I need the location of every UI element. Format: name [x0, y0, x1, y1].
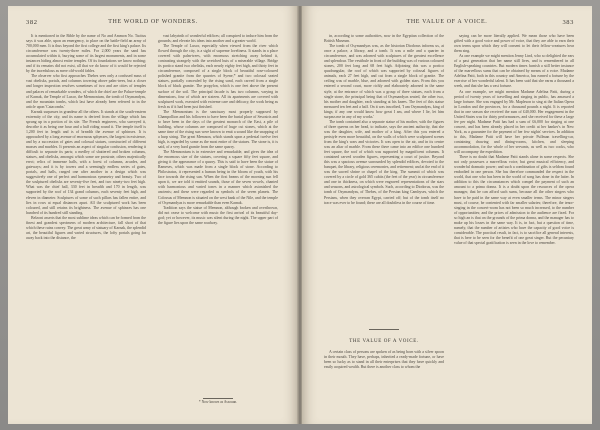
paragraph: The tomb contained also a separate statue of his mother, with the figures of three queens on her head, to indicate, says the ancient authority, that she was the daughter, wife, and mother of a king. After this you entered a peristyle even more beautiful, on the walls of which were sculptured scenes from the king's wars and victories. It was open to the air, and in its centre was an altar of marble. From these there came into an edifice one hundred feet square, the roof of which was supported by magnificent columns. It contained carved wooden figures, representing a court of justice. Beyond this was a spacious avenue surrounded by splendid edifices, devoted to the banquet, the library, religious ceremonies, and retirement; and at the end of it was the sacred shrine or chapel of the king. The summit of which was covered by a circle of gold 365 cubits (the feet of the year) in circumference and one in thickness, on which were engraved representations of the stars and seasons, and astrological symbols. Such, according to Diodorus, was the tomb of Osymandyas, of Thebes, of the Persian king Cambyses, which the Persians, when they overran Egypt, carried off; but of the tomb itself no trace was ever to be found; these are all doubtless in the course of time. [324, 119, 444, 205]
section-rule [369, 329, 399, 330]
left-column-1 [26, 34, 146, 404]
page-number: 382 [26, 19, 38, 26]
footnote: * Now known as Assouan. [198, 400, 238, 404]
paragraph: saying can be more literally applied. We mean those who have been gifted with a good voice and power of voice, that they are able to earn their own terms upon which they will consent to let their fellow-creatures hear them sing. [454, 34, 574, 54]
paragraph: A certain class of persons are spoken of as being born with a silver spoon in their mouth. They have, perhaps, inherited a ready-made fortune, or have been so lucky as to stand in all their enterprises that they have quickly and easily acquired wealth. But there is another class to whom the [324, 350, 444, 370]
running-title: THE WORLD OF WONDERS. [108, 19, 198, 25]
right-column-2 [454, 34, 574, 404]
running-title: THE VALUE OF A VOICE. [406, 19, 488, 25]
footnote-rule [203, 398, 233, 399]
section-text [324, 350, 444, 405]
paragraph: As one example, we might mention Madame Adelina Patti, during a period of twenty years of travelling and singing in public, has amassed a large fortune. She was engaged by Mr. Mapleson to sing at the Italian Opera in London and the provinces, for a thousand pounds a night. It is reported that in one season she received the sum of £40,000. Her engagement in the United States was for thirty performances, and she received for these a large fee per night. Madame Patti has had a sum of £6,000 for singing at one concert, and has been already placed in her credit at her banker's in New York, as a guarantee for the payment of her few nights' services. In addition to this, Madame Patti will have her private Pullman travelling-car, containing drawing and dining-rooms, kitchen, and sleeping accommodation, for the whole of her servants, as well as two cooks, who will accompany the expedition. [454, 89, 574, 155]
paragraph: The observer who first approaches Thebes sees only a confused mass of vast obelisks, portals, and columns towering above palm-trees, but a closer and longer inspection resolves sometimes of two and are cities of temples and palaces of remarkable wonders, of which the chief are the Palace-temple of Karnak, the Temple of Luxor, the Memnonium, the tomb of Osymandyas, and the mountain tombs, which last have already been referred to in the article upon 'Catacombs.' [26, 74, 146, 109]
right-column-1 [324, 34, 444, 324]
paragraph: The Temple of Luxor, especially when viewed from the river which flowed through the city, is a sight of supreme loveliness. It stands in a place covered with palm-trees, with enormous stretching away behind it, contrasting strangely with the wretched huts of a miserable village. Bridge its portico stand two obelisks, each nearly eighty feet high, and thirty feet in circumference, composed of a single block of beautiful rose-coloured polished granite from the quarries of Syene,* and two colossal seated statues, partially concealed by the rising sand, each carved from a single block of black granite. The propylon, which is one feet above the present surface of the soil. The principal facade is has two columns, varying in dimensions, four of which are sixteen. All its apartments are covered with sculptured work, executed with extreme care and delicacy, the work being as fresh as if it had been just finished. [158, 44, 278, 109]
left-page-header [26, 19, 280, 29]
paragraph: The Memnonium is the sanctuary most properly supposed by Champollion and his followers to have been the burial place of Sesostris and to have been in the days of the greatest monarch of the East, a pile of building, whose columns are composed of huge cut stones, which at the same time of the rising sun were known to emit a sound like the snapping of a harp string. The great Memnon, which stands upon a pedestal twelve feet high, is regarded by some as the most entire of the statues. The stone is, it is said, of a very hard granite from the same quarry. [158, 109, 278, 150]
paragraph: There is no doubt that Madame Patti stands alone in some respects. She not only possesses a marvellous voice, but great musical efficiency, and wonderful dramatic power; and such a combination of gifts is seldom found embodied in one person. She has therefore commanded the respect in the world, that one who has been in the world of song has done in the latter. In addition to this the circumstances which compel the payment of such an amount to a prima donna. It is a doubt upon the resources of the opera manager, that he can afford such sums, because all the other singers who have to be paid in the same way at even smaller terms. The minor singers must, of course, be contented with far smaller salaries; therefore, the tenor-singing in the concert-room has not been so much increased, to the number of opportunities; and the prices of admission to the audience are fixed. For so high an is that on the grounds of the prima donna, and the manager has to make up his losses in the same way. It is, in fact, but a question of time, namely, that the number of artistes who have the capacity of good voice is considerable. The practical result, in fact, is to sacrifice all general interests, that is here to be seen for the benefit of one great singer. But the pecuniary value of that special gratification is seen in the love to remember. [454, 155, 574, 245]
right-page [302, 6, 592, 424]
paragraph: Belzoni asserts that the most sublime ideas which can be formed from the finest and grandest specimens of modern architecture, fall short of that which these ruins convey. The great army of statuary of Karnak, the splendid art, the beautiful figures and varied structures, the lofty portals going far away back into the distance, the [26, 215, 146, 240]
page-number: 383 [562, 19, 574, 26]
paragraph: Karnak surpasses in grandeur all the others. It stands at the south-eastern extremity of the city, and its name is derived from the village which has sprung up in a portion of its site. The French engineers, who surveyed it, describe it as being one hour and a half riding round it. The temple itself is 1,200 feet in length and is of breadth the avenue of sphinxes. It is approached by a long avenue of enormous sphynxes, the largest in existence, and by a succession of gates and colossal statues, constructed of different masses and marbles. It presents an aspect of singular confusion, rendering it difficult to separate its parts; a medley of shattered and broken columns, statues, and obelisks, amongst which some are prostrate, others majestically erect; relics of immense halls, with a forest of columns, arcades, and gateways; and it is by towers and a seemingly endless series of gates, portals, and halls, ranged one after another in a design which was suggestively one of perfect and harmonious symmetry and beauty. Two of the sculptured obelisks are seventy-five feet, and two ninety-two feet high. What was the chief hall, 330 feet in breadth and 170 in length, was supported by the roof of 134 grand columns, each seventy feet high, and eleven in diameter. Sculptures of some of such pillars has fallen entire, and lies in rows at equal distances apart. All the sculptured work has been coloured, and still retains its brightness. The avenue of sphinxes has one hundred of its hundred still standing. [26, 109, 146, 215]
paragraph: Tradition says the statue of Memnon, although broken and overthrown, did not cease to welcome with music the first arrival of its beautiful day-god; yet or however, its music was silent during the night. The upper part of the figure lies upon the same roadway. [158, 205, 278, 225]
paragraph: in, according to some authorities, now in the Egyptian collection of the British Museum. [324, 34, 444, 44]
left-page [8, 6, 298, 424]
paragraph: As one example we might mention Jenny Lind, who so delighted the ears of a past generation that her name still lives, and is remembered in all English-speaking countries. But modern times furnish a still better instance of the marvellous sums that can be obtained by means of a voice. Madame Adelina Patti, both in this country and America, has earned a fortune by the exercise of her wonderful talent. It has been said that she earns a thousand a week, and that she has a vast fortune. [454, 54, 574, 89]
right-page-header [320, 19, 574, 29]
paragraph: The tomb of Osymandyas was, as the historian Diodorus informs us, at once a palace, a library, and a tomb. It was a mile and a quarter in circumference, and was adorned with sculptures of the greatest excellence and splendour. The vestibule in front of the building was of various coloured stones, 200 feet long and 68 feet high. Adjoining this was a portico quadrangular, the roof of which was supported by colossal figures of animals, each 27 feet high, and cut from a single block of granite. The ceiling was of marble, blue, and adorned with golden stars. From this you entered a second court, more richly and elaborately adorned in the same style, at the entrance of which was a group of three statues, each from a single stone, the principal being that of Osymandyas seated, the other two, his mother and daughter, each standing at his knees. The feet of this statue measured ten feet and a half. On it was inscribed, 'I am Osymandyas, king of kings; if any one would know how great I am, and where I lie, let him surpass me in any of my works.' [324, 44, 444, 119]
section-title: THE VALUE OF A VOICE. [349, 339, 419, 344]
paragraph: vast labyrinth of wonderful edifices; all conspired to induce him from the grounds; and elevate his ideas into another and a greater world. [158, 34, 278, 44]
left-column-2 [158, 34, 278, 396]
article-section [324, 339, 444, 405]
paragraph: The Memnonium is in extensive and remarkable, and gives the idea of the enormous size of the statues, covering a square fifty feet square, and giving it the appearance of a quarry. This is said to have been the statue of Rameses, which was made from a single block of stone. According to Philostratus, it represented a human being in the bloom of youth, with his face towards the rising sun. When the first beams of the morning sun fell upon it, we are told it emitted sounds, those of the seven vowels, chanted with harmonious and varied tones in a manner which astonished the ancients; and these were regarded as symbols of the seven planets. The Colossus of Memnon is situated on the west bank of the Nile, and the temple of Osymandyas is more remarkable than even Karnak. [158, 150, 278, 205]
paragraph: It is mentioned in the Bible by the name of No and Ammon No. Tacitus says it was able, upon an emergency, to place on the battle-field an army of 700,000 men. It is thus beyond the first college and the first king's palace. Its circumference was twenty-three miles. For 2,000 years the sand has accumulated within it, burying some of its largest monuments, and in some instances hiding almost entire temples. Of its foundations we know nothing; and if its remains did not exist, all that we do know of it would be rejected by the incredulous as mere old-world fables. [26, 34, 146, 74]
